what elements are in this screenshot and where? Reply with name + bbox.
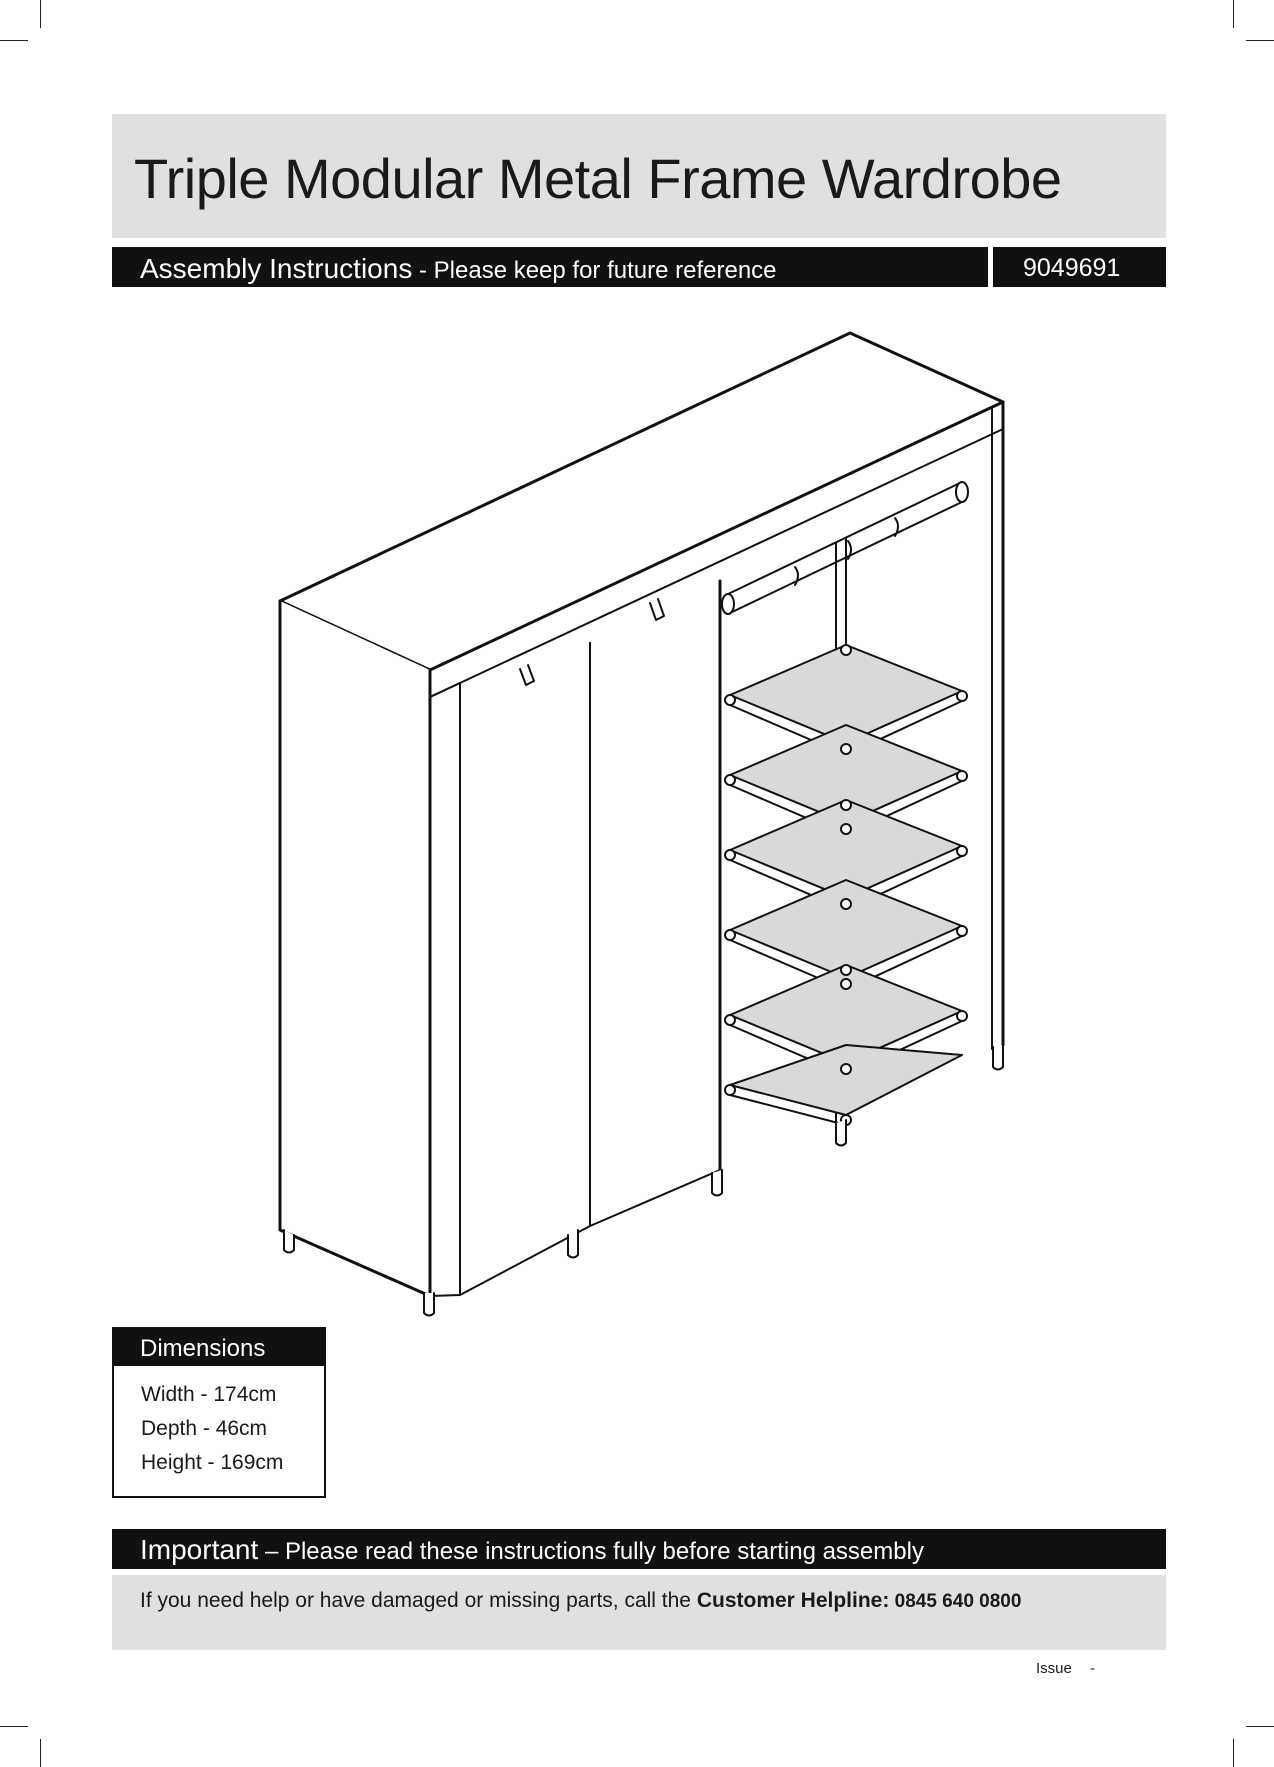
wardrobe-top: [280, 333, 1003, 670]
issue-value: -: [1090, 1660, 1096, 1677]
dimension-height: Height - 169cm: [141, 1451, 284, 1474]
important-rest: – Please read these instructions fully before starting assembly: [258, 1538, 924, 1565]
subtitle-bar: [112, 247, 988, 287]
crop-mark-bottom-right-v: [1233, 1739, 1234, 1767]
title-band: [112, 114, 1166, 238]
crop-mark-top-right-v: [1233, 0, 1234, 28]
subtitle-text: [140, 253, 777, 285]
wardrobe-left-side: [280, 601, 430, 1296]
crop-mark-bottom-right-h: [1246, 1726, 1274, 1727]
issue-label: Issue: [1036, 1660, 1072, 1677]
crop-mark-bottom-left-v: [40, 1739, 41, 1767]
important-lead: Important: [140, 1534, 259, 1565]
dimension-depth: Depth - 46cm: [141, 1417, 268, 1440]
crop-mark-top-left-h: [0, 40, 28, 41]
subtitle-main: Assembly Instructions: [140, 253, 413, 284]
subtitle-rest: - Please keep for future reference: [412, 257, 777, 284]
wardrobe-illustration: [270, 325, 1020, 1335]
crop-mark-top-right-h: [1246, 40, 1274, 41]
helpline-intro: If you need help or have damaged or missing parts, call the: [140, 1589, 697, 1612]
important-text: [140, 1534, 924, 1566]
dimension-width: Width - 174cm: [141, 1383, 277, 1406]
helpline-number: 0845 640 0800: [889, 1591, 1022, 1612]
dimensions-heading-bar: [114, 1329, 324, 1366]
dimensions-box: [112, 1327, 326, 1498]
wardrobe-middle-door: [590, 581, 720, 1226]
document-title: Triple Modular Metal Frame Wardrobe: [134, 147, 1062, 210]
helpline-text: [140, 1589, 1021, 1613]
door-tab: [650, 599, 664, 620]
issue-footer: [1036, 1660, 1095, 1677]
product-code-bar: [993, 247, 1166, 287]
product-code: 9049691: [1023, 254, 1121, 282]
crop-mark-top-left-v: [40, 0, 41, 28]
wardrobe-left-door: [430, 683, 460, 1296]
helpline-band: [112, 1575, 1166, 1650]
crop-mark-bottom-left-h: [0, 1726, 28, 1727]
dimensions-heading: Dimensions: [140, 1335, 266, 1362]
important-bar: [112, 1529, 1166, 1569]
helpline-label: Customer Helpline:: [696, 1589, 890, 1612]
